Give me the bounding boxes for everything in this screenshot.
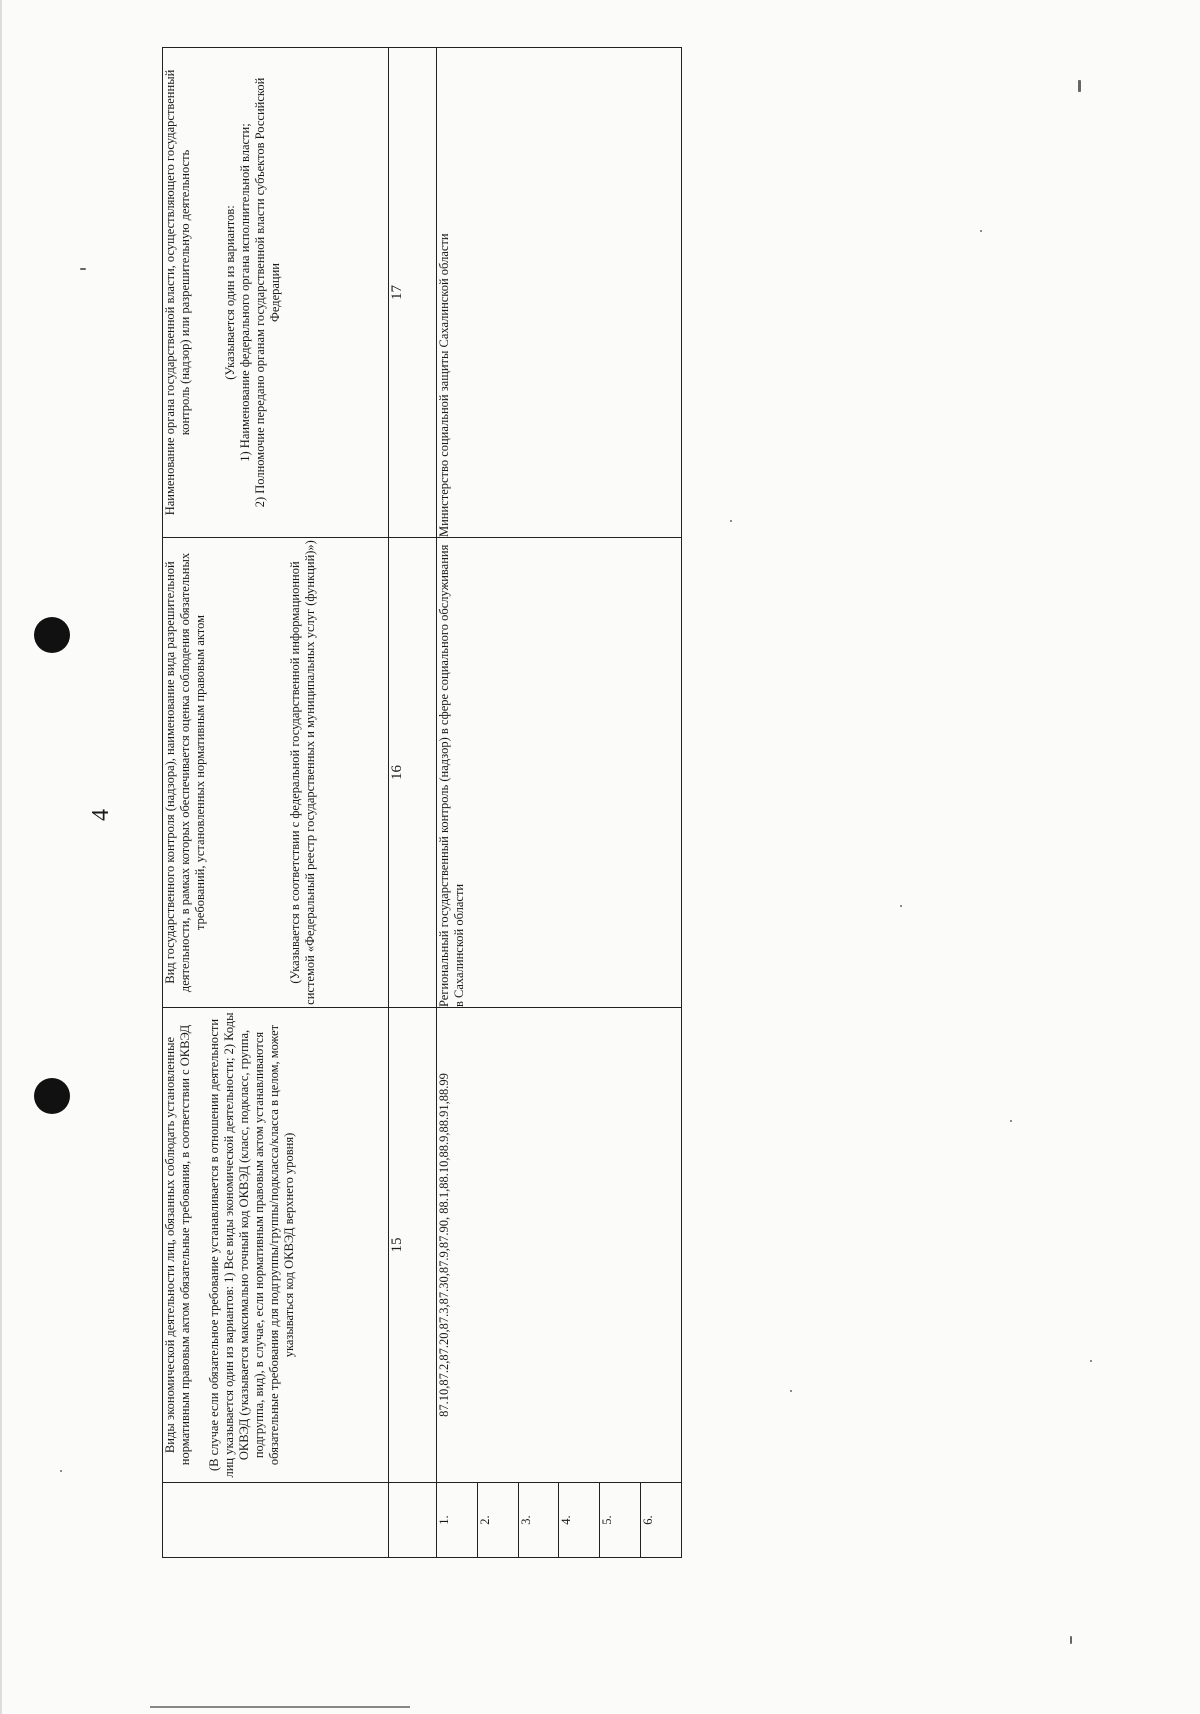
page-number: 4	[88, 809, 114, 821]
row-number: 2.	[477, 1483, 518, 1558]
header-control-type-note: (Указывается в соответствии с федеральной государственной информационной системой «Федеральный реестр государственных и муниципальных услуг (функций)»)	[288, 540, 317, 1005]
scan-speck	[1010, 1120, 1012, 1122]
scan-speck	[730, 520, 732, 522]
row-number: 3.	[518, 1483, 559, 1558]
row-number: 6.	[641, 1483, 682, 1558]
header-okved-title: Виды экономической деятельности лиц, обязанных соблюдать установленные нормативным правовым актом обязательные требования, в соответствии с ОКВЭД	[163, 1024, 192, 1466]
scan-left-edge	[0, 0, 2, 1714]
rotated-table-container	[162, 48, 682, 1558]
scan-speck	[1078, 80, 1081, 92]
column-number: 17	[388, 48, 436, 538]
row-number: 1.	[436, 1483, 477, 1558]
column-number: 15	[388, 1008, 436, 1483]
header-control-type-title: Вид государственного контроля (надзора), наименование вида разрешительной деятельности, в рамках которых обеспечивается оценка соблюдения обязательных требований, установленных нормативным правовым актом	[163, 552, 207, 993]
header-control-type	[163, 538, 389, 1008]
header-authority-title: Наименование органа государственной власти, осуществляющего государственный контроль (надзор) или разрешительную деятельность	[163, 69, 192, 516]
punch-hole	[34, 617, 70, 653]
column-number-empty	[388, 1483, 436, 1558]
row-number: 5.	[600, 1483, 641, 1558]
scan-artifact-line	[150, 1706, 410, 1708]
scan-speck	[1090, 1360, 1092, 1362]
requirements-table	[162, 47, 682, 1558]
scan-speck	[60, 1470, 62, 1472]
column-number: 16	[388, 538, 436, 1008]
header-authority-note: (Указывается один из вариантов: 1) Наименование федерального органа исполнительной власти; 2) Полномочие передано органам государственной власти субъектов Российской Федерации	[223, 77, 282, 508]
header-authority	[163, 48, 389, 538]
scan-speck	[1070, 1636, 1072, 1644]
header-okved	[163, 1008, 389, 1483]
header-okved-note: (В случае если обязательное требование устанавливается в отношении деятельности лиц указывается один из вариантов: 1) Все виды экономической деятельности; 2) Коды ОКВЭД (указывается максимально точный код ОКВЭД (класс, подкласс, группа, подгруппа, вид), в случае, если нормативным правовым актом устанавливаются обязательные требования для подгруппы/группы/подкласса/класса в целом, может указываться код ОКВЭД верхнего уровня)	[207, 1012, 296, 1478]
scan-speck	[80, 268, 86, 270]
table-row	[436, 48, 477, 1558]
scan-speck	[980, 230, 982, 232]
header-corner-cell	[163, 1483, 389, 1558]
scan-speck	[790, 1390, 792, 1392]
punch-hole	[34, 1078, 70, 1114]
scan-speck	[900, 905, 902, 907]
row-number: 4.	[559, 1483, 600, 1558]
control-type-cell: Региональный государственный контроль (надзор) в сфере социального обслуживания в Сахалинской области	[436, 538, 681, 1008]
table-header-row	[163, 48, 389, 1558]
okved-codes-cell: 87.10,87.2,87.20,87.3,87.30,87.9,87.90, 88.1,88.10,88.9,88.91,88.99	[436, 1008, 681, 1483]
authority-cell: Министерство социальной защиты Сахалинской области	[436, 48, 681, 538]
column-number-row	[388, 48, 436, 1558]
